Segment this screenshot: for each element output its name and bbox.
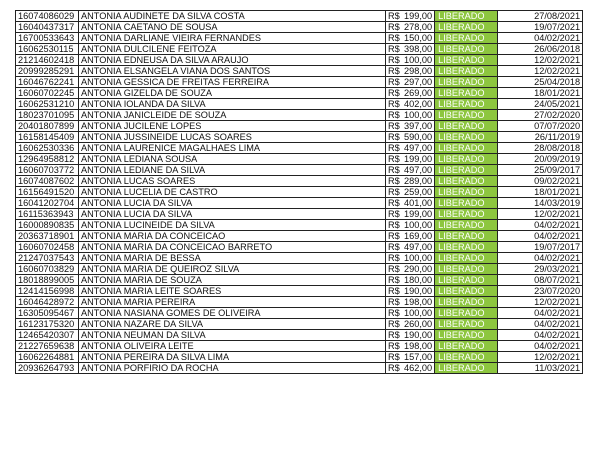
cell-value: 199,00 — [402, 209, 435, 220]
cell-name: ANTONIA LEDIANA SOUSA — [79, 154, 386, 165]
table-row — [16, 308, 583, 319]
cell-name: ANTONIA JUSSINEIDE LUCAS SOARES — [79, 132, 386, 143]
cell-date: 18/01/2021 — [498, 187, 583, 198]
cell-currency: R$ — [386, 231, 403, 242]
cell-date: 26/11/2019 — [498, 132, 583, 143]
cell-status-badge: LIBERADO — [435, 242, 498, 253]
cell-status-badge: LIBERADO — [435, 209, 498, 220]
cell-id: 16060702245 — [16, 88, 79, 99]
table-row — [16, 121, 583, 132]
cell-currency: R$ — [386, 121, 403, 132]
cell-date: 27/08/2021 — [498, 11, 583, 22]
cell-date: 12/02/2021 — [498, 352, 583, 363]
table-row — [16, 198, 583, 209]
cell-id: 20936264793 — [16, 363, 79, 374]
cell-name: ANTONIA MARIA DA CONCEICAO BARRETO — [79, 242, 386, 253]
table-row — [16, 176, 583, 187]
cell-name: ANTONIA PORFIRIO DA ROCHA — [79, 363, 386, 374]
cell-currency: R$ — [386, 352, 403, 363]
cell-value: 401,00 — [402, 198, 435, 209]
cell-currency: R$ — [386, 110, 403, 121]
cell-value: 397,00 — [402, 121, 435, 132]
cell-name: ANTONIA LUCELIA DE CASTRO — [79, 187, 386, 198]
cell-id: 16123175320 — [16, 319, 79, 330]
cell-status-badge: LIBERADO — [435, 220, 498, 231]
cell-name: ANTONIA MARIA DE SOUZA — [79, 275, 386, 286]
cell-currency: R$ — [386, 11, 403, 22]
cell-date: 04/02/2021 — [498, 231, 583, 242]
cell-id: 16305095467 — [16, 308, 79, 319]
cell-currency: R$ — [386, 308, 403, 319]
cell-date: 04/02/2021 — [498, 308, 583, 319]
cell-value: 100,00 — [402, 110, 435, 121]
cell-currency: R$ — [386, 253, 403, 264]
cell-id: 20401807899 — [16, 121, 79, 132]
cell-currency: R$ — [386, 319, 403, 330]
cell-date: 18/01/2021 — [498, 88, 583, 99]
cell-date: 28/08/2018 — [498, 143, 583, 154]
cell-name: ANTONIA MARIA DA CONCEICAO — [79, 231, 386, 242]
table-row — [16, 44, 583, 55]
cell-date: 12/02/2021 — [498, 66, 583, 77]
cell-currency: R$ — [386, 77, 403, 88]
cell-status-badge: LIBERADO — [435, 297, 498, 308]
cell-value: 297,00 — [402, 77, 435, 88]
table-row — [16, 363, 583, 374]
table-row — [16, 187, 583, 198]
table-body — [16, 11, 583, 374]
cell-name: ANTONIA NAZARE DA SILVA — [79, 319, 386, 330]
cell-date: 23/07/2020 — [498, 286, 583, 297]
cell-id: 16074086029 — [16, 11, 79, 22]
cell-status-badge: LIBERADO — [435, 22, 498, 33]
cell-value: 100,00 — [402, 253, 435, 264]
cell-id: 16062264881 — [16, 352, 79, 363]
cell-currency: R$ — [386, 341, 403, 352]
cell-status-badge: LIBERADO — [435, 143, 498, 154]
cell-name: ANTONIA JUCILENE LOPES — [79, 121, 386, 132]
cell-value: 298,00 — [402, 66, 435, 77]
cell-status-badge: LIBERADO — [435, 77, 498, 88]
cell-value: 497,00 — [402, 165, 435, 176]
cell-name: ANTONIA LUCIA DA SILVA — [79, 198, 386, 209]
cell-name: ANTONIA OLIVEIRA LEITE — [79, 341, 386, 352]
cell-status-badge: LIBERADO — [435, 363, 498, 374]
cell-value: 199,00 — [402, 11, 435, 22]
cell-status-badge: LIBERADO — [435, 275, 498, 286]
cell-date: 04/02/2021 — [498, 341, 583, 352]
cell-id: 16060703772 — [16, 165, 79, 176]
cell-status-badge: LIBERADO — [435, 231, 498, 242]
cell-currency: R$ — [386, 264, 403, 275]
cell-currency: R$ — [386, 143, 403, 154]
cell-date: 24/05/2021 — [498, 99, 583, 110]
cell-date: 09/02/2021 — [498, 176, 583, 187]
cell-name: ANTONIA GESSICA DE FREITAS FERREIRA — [79, 77, 386, 88]
table-row — [16, 11, 583, 22]
cell-currency: R$ — [386, 99, 403, 110]
cell-status-badge: LIBERADO — [435, 99, 498, 110]
cell-status-badge: LIBERADO — [435, 308, 498, 319]
cell-value: 462,00 — [402, 363, 435, 374]
cell-id: 18023701095 — [16, 110, 79, 121]
table-row — [16, 352, 583, 363]
cell-name: ANTONIA AUDINETE DA SILVA COSTA — [79, 11, 386, 22]
cell-currency: R$ — [386, 242, 403, 253]
cell-status-badge: LIBERADO — [435, 187, 498, 198]
cell-name: ANTONIA NASIANA GOMES DE OLIVEIRA — [79, 308, 386, 319]
cell-date: 04/02/2021 — [498, 319, 583, 330]
cell-date: 25/09/2017 — [498, 165, 583, 176]
cell-currency: R$ — [386, 198, 403, 209]
cell-date: 12/02/2021 — [498, 297, 583, 308]
table-row — [16, 88, 583, 99]
table-row — [16, 286, 583, 297]
cell-status-badge: LIBERADO — [435, 110, 498, 121]
beneficiary-table — [15, 10, 583, 374]
cell-id: 12414156998 — [16, 286, 79, 297]
cell-status-badge: LIBERADO — [435, 44, 498, 55]
table-row — [16, 165, 583, 176]
cell-name: ANTONIA DULCILENE FEITOZA — [79, 44, 386, 55]
cell-currency: R$ — [386, 286, 403, 297]
table-row — [16, 209, 583, 220]
table-row — [16, 231, 583, 242]
cell-name: ANTONIA MARIA DE QUEIROZ SILVA — [79, 264, 386, 275]
table-row — [16, 297, 583, 308]
cell-date: 14/03/2019 — [498, 198, 583, 209]
cell-value: 398,00 — [402, 44, 435, 55]
cell-value: 157,00 — [402, 352, 435, 363]
table-row — [16, 275, 583, 286]
cell-status-badge: LIBERADO — [435, 286, 498, 297]
table-row — [16, 33, 583, 44]
cell-status-badge: LIBERADO — [435, 319, 498, 330]
cell-value: 497,00 — [402, 143, 435, 154]
table-row — [16, 66, 583, 77]
cell-currency: R$ — [386, 44, 403, 55]
table-row — [16, 132, 583, 143]
cell-value: 198,00 — [402, 297, 435, 308]
cell-date: 26/06/2018 — [498, 44, 583, 55]
cell-currency: R$ — [386, 297, 403, 308]
cell-value: 278,00 — [402, 22, 435, 33]
cell-id: 21227659638 — [16, 341, 79, 352]
cell-name: ANTONIA IOLANDA DA SILVA — [79, 99, 386, 110]
cell-value: 497,00 — [402, 242, 435, 253]
cell-currency: R$ — [386, 187, 403, 198]
cell-id: 20999285291 — [16, 66, 79, 77]
cell-status-badge: LIBERADO — [435, 330, 498, 341]
cell-id: 16040437317 — [16, 22, 79, 33]
cell-id: 16074087602 — [16, 176, 79, 187]
cell-currency: R$ — [386, 66, 403, 77]
cell-id: 16158145409 — [16, 132, 79, 143]
cell-name: ANTONIA DARLIANE VIEIRA FERNANDES — [79, 33, 386, 44]
table-row — [16, 77, 583, 88]
cell-id: 21247037543 — [16, 253, 79, 264]
cell-value: 590,00 — [402, 132, 435, 143]
cell-date: 04/02/2021 — [498, 220, 583, 231]
cell-value: 190,00 — [402, 286, 435, 297]
cell-value: 289,00 — [402, 176, 435, 187]
cell-status-badge: LIBERADO — [435, 11, 498, 22]
table-row — [16, 330, 583, 341]
cell-id: 21214602418 — [16, 55, 79, 66]
cell-status-badge: LIBERADO — [435, 66, 498, 77]
cell-status-badge: LIBERADO — [435, 33, 498, 44]
cell-name: ANTONIA LUCINEIDE DA SILVA — [79, 220, 386, 231]
cell-name: ANTONIA GIZELDA DE SOUZA — [79, 88, 386, 99]
cell-date: 20/09/2019 — [498, 154, 583, 165]
cell-status-badge: LIBERADO — [435, 198, 498, 209]
cell-currency: R$ — [386, 88, 403, 99]
cell-id: 16041202704 — [16, 198, 79, 209]
cell-value: 100,00 — [402, 55, 435, 66]
cell-status-badge: LIBERADO — [435, 154, 498, 165]
cell-currency: R$ — [386, 22, 403, 33]
table-row — [16, 22, 583, 33]
cell-currency: R$ — [386, 55, 403, 66]
table-row — [16, 110, 583, 121]
cell-value: 100,00 — [402, 308, 435, 319]
cell-status-badge: LIBERADO — [435, 352, 498, 363]
cell-status-badge: LIBERADO — [435, 132, 498, 143]
cell-name: ANTONIA LUCAS SOARES — [79, 176, 386, 187]
cell-status-badge: LIBERADO — [435, 264, 498, 275]
cell-currency: R$ — [386, 154, 403, 165]
cell-status-badge: LIBERADO — [435, 88, 498, 99]
cell-status-badge: LIBERADO — [435, 121, 498, 132]
cell-currency: R$ — [386, 132, 403, 143]
cell-currency: R$ — [386, 220, 403, 231]
cell-id: 16046428972 — [16, 297, 79, 308]
cell-id: 18018899005 — [16, 275, 79, 286]
cell-date: 27/02/2020 — [498, 110, 583, 121]
cell-status-badge: LIBERADO — [435, 341, 498, 352]
cell-currency: R$ — [386, 165, 403, 176]
cell-status-badge: LIBERADO — [435, 176, 498, 187]
cell-date: 29/03/2021 — [498, 264, 583, 275]
cell-status-badge: LIBERADO — [435, 165, 498, 176]
cell-id: 16000890835 — [16, 220, 79, 231]
cell-value: 100,00 — [402, 220, 435, 231]
cell-name: ANTONIA CAETANO DE SOUSA — [79, 22, 386, 33]
table-row — [16, 264, 583, 275]
cell-id: 16156491520 — [16, 187, 79, 198]
cell-value: 199,00 — [402, 154, 435, 165]
cell-value: 260,00 — [402, 319, 435, 330]
cell-date: 07/07/2020 — [498, 121, 583, 132]
cell-name: ANTONIA LUCIA DA SILVA — [79, 209, 386, 220]
cell-value: 190,00 — [402, 330, 435, 341]
cell-id: 20363718901 — [16, 231, 79, 242]
cell-date: 19/07/2017 — [498, 242, 583, 253]
cell-id: 16700533643 — [16, 33, 79, 44]
table-row — [16, 253, 583, 264]
cell-value: 259,00 — [402, 187, 435, 198]
cell-name: ANTONIA NEUMAN DA SILVA — [79, 330, 386, 341]
cell-id: 12964958812 — [16, 154, 79, 165]
cell-name: ANTONIA MARIA LEITE SOARES — [79, 286, 386, 297]
table-row — [16, 341, 583, 352]
cell-value: 180,00 — [402, 275, 435, 286]
cell-value: 290,00 — [402, 264, 435, 275]
cell-name: ANTONIA ELSANGELA VIANA DOS SANTOS — [79, 66, 386, 77]
cell-date: 12/02/2021 — [498, 209, 583, 220]
cell-id: 16062531210 — [16, 99, 79, 110]
cell-date: 04/02/2021 — [498, 253, 583, 264]
cell-id: 16115363943 — [16, 209, 79, 220]
cell-value: 402,00 — [402, 99, 435, 110]
cell-name: ANTONIA LAURENICE MAGALHAES LIMA — [79, 143, 386, 154]
cell-currency: R$ — [386, 275, 403, 286]
cell-value: 269,00 — [402, 88, 435, 99]
table-row — [16, 154, 583, 165]
cell-status-badge: LIBERADO — [435, 55, 498, 66]
cell-date: 19/07/2021 — [498, 22, 583, 33]
cell-status-badge: LIBERADO — [435, 253, 498, 264]
cell-id: 16060703829 — [16, 264, 79, 275]
cell-id: 16060702458 — [16, 242, 79, 253]
cell-value: 169,00 — [402, 231, 435, 242]
cell-id: 16062530336 — [16, 143, 79, 154]
cell-id: 12465420307 — [16, 330, 79, 341]
cell-date: 11/03/2021 — [498, 363, 583, 374]
cell-name: ANTONIA EDNEUSA DA SILVA ARAUJO — [79, 55, 386, 66]
table-row — [16, 143, 583, 154]
cell-name: ANTONIA JANICLEIDE DE SOUZA — [79, 110, 386, 121]
cell-name: ANTONIA PEREIRA DA SILVA LIMA — [79, 352, 386, 363]
cell-name: ANTONIA MARIA DE BESSA — [79, 253, 386, 264]
cell-name: ANTONIA MARIA PEREIRA — [79, 297, 386, 308]
cell-date: 08/07/2021 — [498, 275, 583, 286]
cell-id: 16062530115 — [16, 44, 79, 55]
cell-value: 150,00 — [402, 33, 435, 44]
table-row — [16, 55, 583, 66]
cell-currency: R$ — [386, 363, 403, 374]
cell-id: 16046762241 — [16, 77, 79, 88]
cell-date: 12/02/2021 — [498, 55, 583, 66]
cell-date: 04/02/2021 — [498, 33, 583, 44]
table-row — [16, 99, 583, 110]
cell-currency: R$ — [386, 209, 403, 220]
table-row — [16, 220, 583, 231]
cell-date: 25/04/2018 — [498, 77, 583, 88]
cell-name: ANTONIA LEDIANE DA SILVA — [79, 165, 386, 176]
table-row — [16, 242, 583, 253]
cell-currency: R$ — [386, 33, 403, 44]
cell-value: 198,00 — [402, 341, 435, 352]
cell-date: 04/02/2021 — [498, 330, 583, 341]
table-row — [16, 319, 583, 330]
cell-currency: R$ — [386, 330, 403, 341]
cell-currency: R$ — [386, 176, 403, 187]
